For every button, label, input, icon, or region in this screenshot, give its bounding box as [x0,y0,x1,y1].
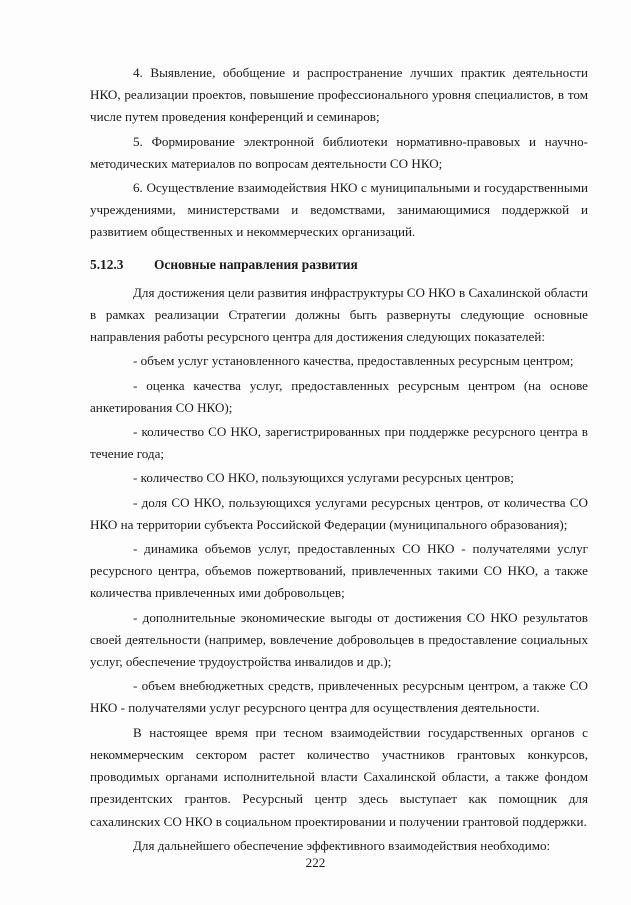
page-number: 222 [305,855,326,870]
list-item: - количество СО НКО, зарегистрированных при поддержке ресурсного центра в течение года; [90,424,588,462]
list-item: - количество СО НКО, пользующихся услугами ресурсных центров; [133,470,514,486]
page-content [90,62,588,859]
paragraph: Для дальнейшего обеспечение эффективного взаимодействия необходимо: [133,837,551,853]
paragraph: 5. Формирование электронной библиотеки нормативно-правовых и научно-методических материалов по вопросам деятельности СО НКО; [90,133,588,171]
paragraph: 4. Выявление, обобщение и распространение лучших практик деятельности НКО, реализации проектов, повышение профессионального уровня специалистов, в том числе путем проведения конференций и семинаров; [90,65,588,125]
paragraph: 6. Осуществление взаимодействия НКО с муниципальными и государственными учреждениями, министерствами и ведомствами, занимающимися поддержкой и развитием общественных и некоммерческих организаций. [90,180,588,240]
list-item: - объем услуг установленного качества, предоставленных ресурсным центром; [133,353,574,369]
list-item: - дополнительные экономические выгоды от достижения СО НКО результатов своей деятельности (например, вовлечение добровольцев в предоставление социальных услуг, обеспечение трудоустройства инвалидов и др.); [90,609,588,670]
section-title: Основные направления развития [154,256,358,272]
list-item: - динамика объемов услуг, предоставленных СО НКО - получателями услуг ресурсного центра, объемов пожертвований, привлеченных такими СО НКО, а также количества привлеченных ими добровольцев; [90,541,588,601]
list-item: - доля СО НКО, пользующихся услугами ресурсных центров, от количества СО НКО на территории субъекта Российской Федерации (муниципального образования); [90,494,588,532]
paragraph: Для достижения цели развития инфраструктуры СО НКО в Сахалинской области в рамках реализации Стратегии должны быть развернуты следующие основные направления работы ресурсного центра для достижения следующих показателей: [90,284,588,345]
paragraph: В настоящее время при тесном взаимодействии государственных органов с некоммерческим сектором растет количество участников грантовых конкурсов, проводимых органами исполнительной власти Сахалинской области, а также фондом президентских грантов. Ресурсный центр здесь выступает как помощник для сахалинских СО НКО в социальном проектировании и получении грантовой поддержки. [90,724,588,829]
list-item: - оценка качества услуг, предоставленных ресурсным центром (на основе анкетирования СО НКО); [90,377,588,415]
list-item: - объем внебюджетных средств, привлеченных ресурсным центром, а также СО НКО - получателями услуг ресурсного центра для осуществления деятельности. [90,678,588,716]
section-number: 5.12.3 [90,256,124,272]
section-heading [90,254,588,276]
